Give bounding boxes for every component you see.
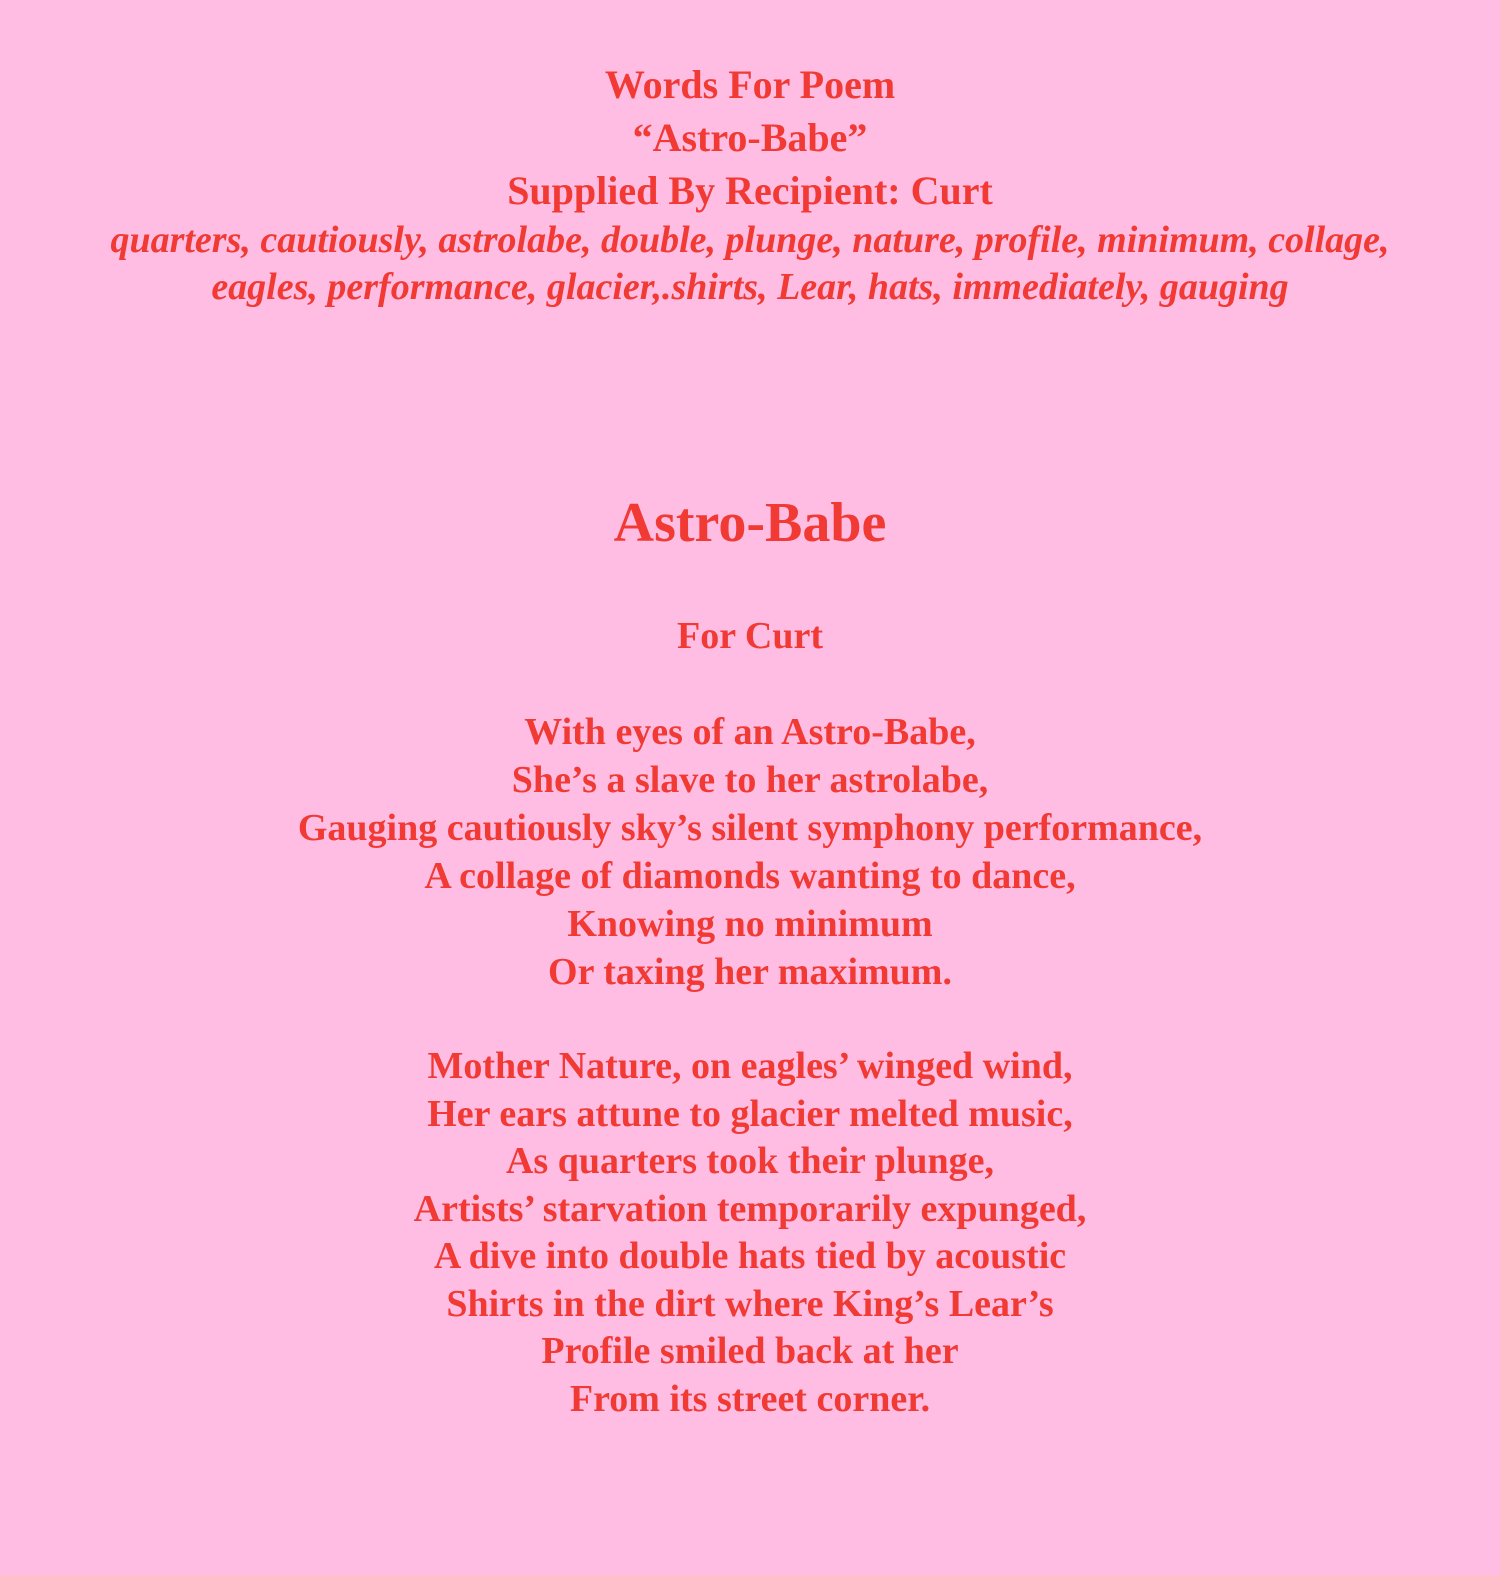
supplied-words-line: eagles, performance, glacier,.shirts, Lear, hats, immediately, gauging [211,266,1289,308]
poem-title: Astro-Babe [613,492,887,554]
poem-verse: Gauging cautiously sky’s silent symphony performance, [297,807,1203,849]
poem-verse: A collage of diamonds wanting to dance, [424,855,1076,897]
poem-verse: Mother Nature, on eagles’ winged wind, [427,1045,1073,1087]
poem-verse: A dive into double hats tied by acoustic [433,1235,1067,1277]
header-poem-name: “Astro-Babe” [632,115,868,160]
poem-verse: Shirts in the dirt where King’s Lear’s [446,1282,1054,1325]
poem-stanza [0,708,1500,996]
poem-verse: Her ears attune to glacier melted music, [427,1092,1073,1135]
header-heading: Words For Poem [604,62,896,107]
poem-verse: As quarters took their plunge, [505,1140,995,1182]
poem-verse: She’s a slave to her astrolabe, [511,759,989,801]
poem-verse: Or taxing her maximum. [548,951,952,993]
poem-dedication: For Curt [677,615,823,657]
poem-verse: From its street corner. [569,1377,931,1420]
poem-verse: With eyes of an Astro-Babe, [524,711,976,753]
poem-verse: Profile smiled back at her [541,1330,959,1372]
poem-stanza [0,1043,1500,1423]
header-recipient: Supplied By Recipient: Curt [507,168,993,213]
poem-words-header [0,58,1500,311]
poem-verse: Artists’ starvation temporarily expunged, [413,1187,1087,1230]
supplied-words-line: quarters, cautiously, astrolabe, double, plunge, nature, profile, minimum, collage, [110,219,1390,261]
poem-verse: Knowing no minimum [567,903,933,945]
